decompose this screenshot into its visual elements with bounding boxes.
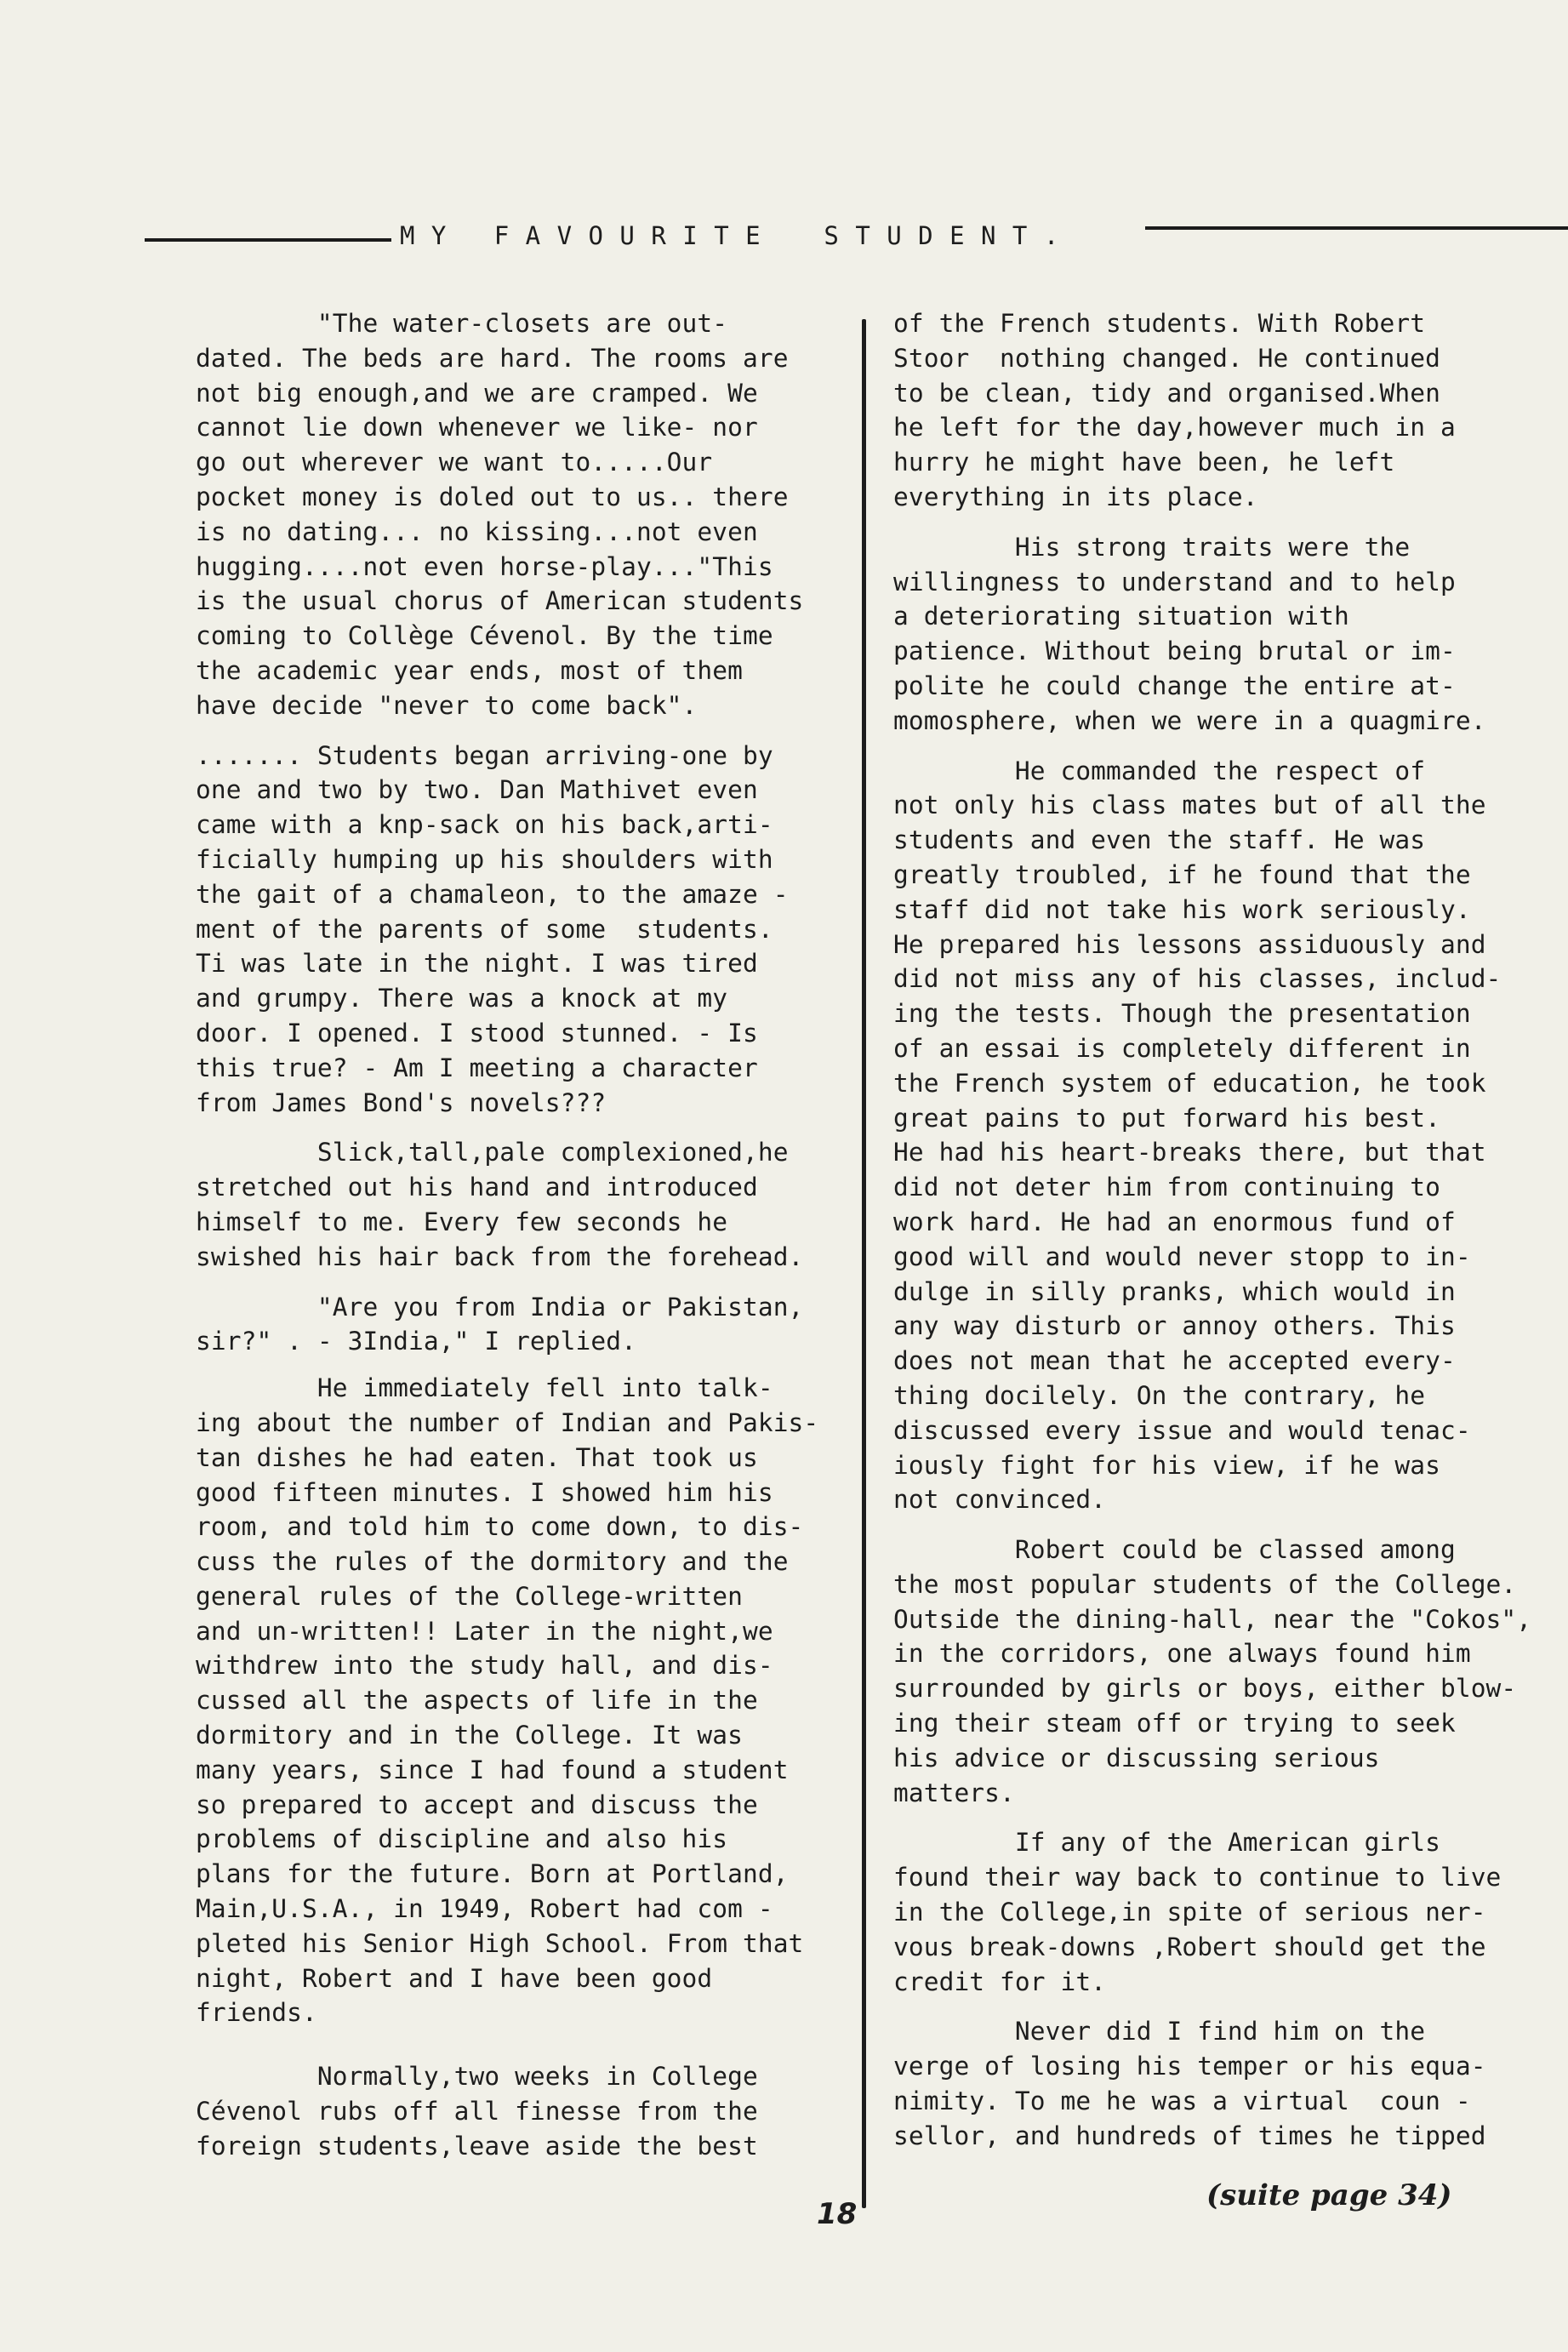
header-rule-right — [1145, 226, 1568, 230]
paragraph: Normally,two weeks in College Cévenol rubs off all finesse from the foreign students,leave aside the best — [196, 2062, 758, 2161]
paragraph: If any of the American girls found their way back to continue to live in the College,in spite of serious ner- vous break-downs ,Robert should get the credit for it. — [893, 1828, 1502, 1996]
article-header — [145, 214, 1568, 265]
paragraph: "The water-closets are out- dated. The beds are hard. The rooms are not big enough,and we are cramped. We cannot lie down whenever we like- nor go out wherever we want to.....Our pocket money is doled out to us.. there is no dating... no kissing...not even hugging....not even horse-play..."This is the usual chorus of American students coming to Collège Cévenol. By the time the academic year ends, most of them have decide "never to come back". — [196, 309, 804, 720]
paragraph: ....... Students began arriving-one by one and two by two. Dan Mathivet even came with a knp-sack on his back,arti- ficially humping up his shoulders with the gait of a chamaleon, to the amaze - ment of the parents of some students. Ti was late in the night. I was tired and grumpy. There was a knock at my door. I opened. I stood stunned. - Is this true? - Am I meeting a character from James Bond's novels??? — [196, 740, 789, 1117]
paragraph: He immediately fell into talk- ing about the number of Indian and Pakis- tan dishes he had eaten. That took us good fifteen minutes. I showed him his room, and told him to come down, to dis- cuss the rules of the dormitory and the general rules of the College-written and un-written!! Later in the night,we withdrew into the study hall, and dis- cussed all the aspects of life in the dormitory and in the College. It was many years, since I had found a student so prepared to accept and discuss the problems of discipline and also his plans for the future. Born at Portland, Main,U.S.A., in 1949, Robert had com - pleted his Senior High School. From that night, Robert and I have been good friends. — [196, 1373, 819, 2028]
paragraph: of the French students. With Robert Stoor nothing changed. He continued to be clean, tidy and organised.When he left for the day,however much in a hurry he might have been, he left everything in its place. — [893, 309, 1456, 511]
page-number: 18 — [817, 2197, 858, 2231]
left-column — [196, 306, 859, 2179]
article-title: M Y F A V O U R I T E S T U D E N T . — [400, 221, 1060, 250]
paragraph: His strong traits were the willingness to understand and to help a deteriorating situation with patience. Without being brutal or im- polite he could change the entire at- momosphere, when we were in a quagmire. — [893, 532, 1486, 735]
paragraph: He commanded the respect of not only his class mates but of all the students and even the staff. He was greatly troubled, if he found that the staff did not take his work seriously. He prepared his lessons assiduously and did not miss any of his classes, includ- ing the tests. Though the presentation of an essai is completely different in the French system of education, he took great pains to put forward his best. He had his heart-breaks there, but that did not deter him from continuing to work hard. He had an enormous fund of good will and would never stopp to in- dulge in silly pranks, which would in any way disturb or annoy others. This does not mean that he accepted every- thing docilely. On the contrary, he discussed every issue and would tenac- iously fight for his view, if he was not convinced. — [893, 756, 1502, 1515]
paragraph: Robert could be classed among the most popular students of the College. Outside the dining-hall, near the "Cokos", in the corridors, one always found him surrounded by girls or boys, either blow- ing their steam off or trying to seek his advice or discussing serious matters. — [893, 1535, 1532, 1807]
paragraph: "Are you from India or Pakistan, sir?" . - 3India," I replied. — [196, 1292, 804, 1356]
column-divider — [862, 319, 866, 2208]
header-rule-left — [145, 238, 391, 242]
paragraph: Never did I find him on the verge of losing his temper or his equa- nimity. To me he was a virtual coun - sellor, and hundreds of times he tipped — [893, 2017, 1486, 2150]
right-column — [893, 306, 1565, 2169]
paragraph: Slick,tall,pale complexioned,he stretched out his hand and introduced himself to me. Every few seconds he swished his hair back from the forehead. — [196, 1138, 804, 1271]
continuation-note: (suite page 34) — [1206, 2178, 1452, 2212]
